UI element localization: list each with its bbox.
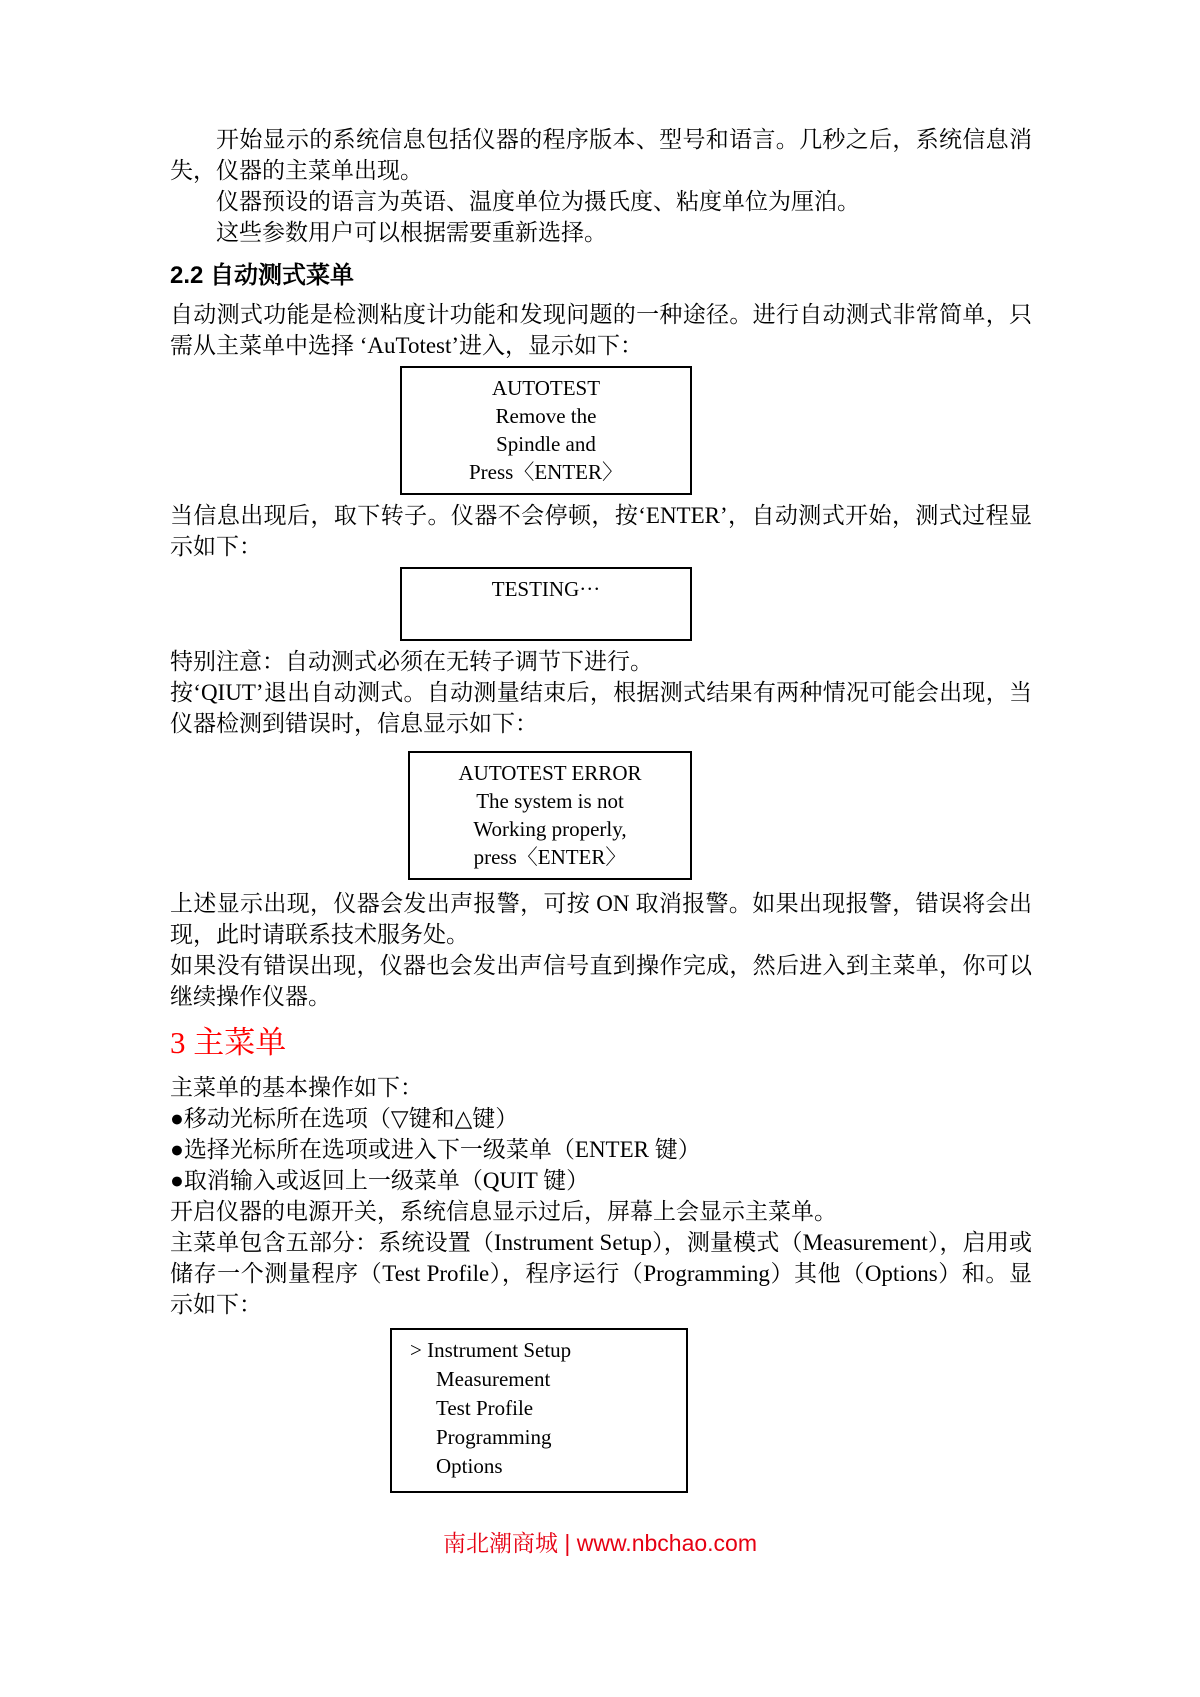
autotest-paragraph-5: 上述显示出现，仪器会发出声报警，可按 ON 取消报警。如果出现报警，错误将会出现，此时请联系技术服务处。 — [170, 891, 1032, 947]
section-heading-autotest: 2.2 自动测式菜单 — [170, 262, 355, 289]
main-menu-section — [170, 1024, 1032, 1493]
display-line: AUTOTEST — [491, 376, 601, 400]
display-line: Remove the — [495, 404, 597, 428]
autotest-paragraph-6: 如果没有错误出现，仪器也会发出声信号直到操作完成，然后进入到主菜单，你可以继续操作仪器。 — [170, 953, 1032, 1009]
autotest-section — [170, 260, 1032, 1012]
display-line-selected: > Instrument Setup — [410, 1338, 572, 1362]
lcd-display-autotest — [400, 366, 692, 495]
section-heading-main-menu: 3 主菜单 — [170, 1025, 287, 1060]
autotest-paragraph-4: 按‘QIUT’退出自动测式。自动测量结束后，根据测式结果有两种情况可能会出现，当仪器检测到错误时，信息显示如下： — [170, 680, 1032, 736]
display-line: The system is not — [476, 789, 624, 813]
mainmenu-bullet-3: ●取消输入或返回上一级菜单（QUIT 键） — [170, 1168, 590, 1193]
display-line: TESTING··· — [491, 577, 601, 601]
mainmenu-paragraph-2: 开启仪器的电源开关，系统信息显示过后，屏幕上会显示主菜单。 — [170, 1199, 837, 1224]
autotest-paragraph-3: 特别注意：自动测式必须在无转子调节下进行。 — [170, 649, 653, 674]
mainmenu-paragraph-3: 主菜单包含五部分：系统设置（Instrument Setup），测量模式（Measurement），启用或储存一个测量程序（Test Profile），程序运行（Programming）其他（Options）和。显示如下： — [170, 1230, 1032, 1317]
intro-paragraph-1: 开始显示的系统信息包括仪器的程序版本、型号和语言。几秒之后，系统信息消失，仪器的主菜单出现。 — [170, 127, 1032, 183]
display-line: Measurement — [436, 1367, 551, 1391]
lcd-display-main-menu — [390, 1328, 688, 1493]
display-line: Options — [436, 1454, 503, 1478]
intro-paragraph-2: 仪器预设的语言为英语、温度单位为摄氏度、粘度单位为厘泊。 — [216, 189, 860, 214]
autotest-paragraph-1: 自动测式功能是检测粘度计功能和发现问题的一种途径。进行自动测式非常简单，只需从主菜单中选择 ‘AuTotest’进入，显示如下： — [170, 302, 1032, 358]
mainmenu-paragraph-1: 主菜单的基本操作如下： — [170, 1075, 423, 1100]
display-line: Press〈ENTER〉 — [469, 460, 623, 484]
intro-section — [170, 124, 1032, 248]
display-line: Programming — [436, 1425, 552, 1449]
display-line: Working properly, — [473, 817, 627, 841]
intro-paragraph-3: 这些参数用户可以根据需要重新选择。 — [216, 220, 607, 245]
display-line: Test Profile — [436, 1396, 534, 1420]
autotest-paragraph-2: 当信息出现后，取下转子。仪器不会停顿，按‘ENTER’，自动测式开始，测式过程显示如下： — [170, 503, 1032, 559]
mainmenu-bullet-1: ●移动光标所在选项（▽键和△键） — [170, 1106, 519, 1131]
lcd-display-testing — [400, 567, 692, 641]
footer-text: 南北潮商城 | www.nbchao.com — [442, 1530, 757, 1556]
display-line: Spindle and — [496, 432, 596, 456]
display-line: AUTOTEST ERROR — [458, 761, 642, 785]
lcd-display-error — [408, 751, 692, 880]
display-line: press〈ENTER〉 — [473, 845, 627, 869]
mainmenu-bullet-2: ●选择光标所在选项或进入下一级菜单（ENTER 键） — [170, 1137, 701, 1162]
footer — [0, 1528, 1200, 1558]
